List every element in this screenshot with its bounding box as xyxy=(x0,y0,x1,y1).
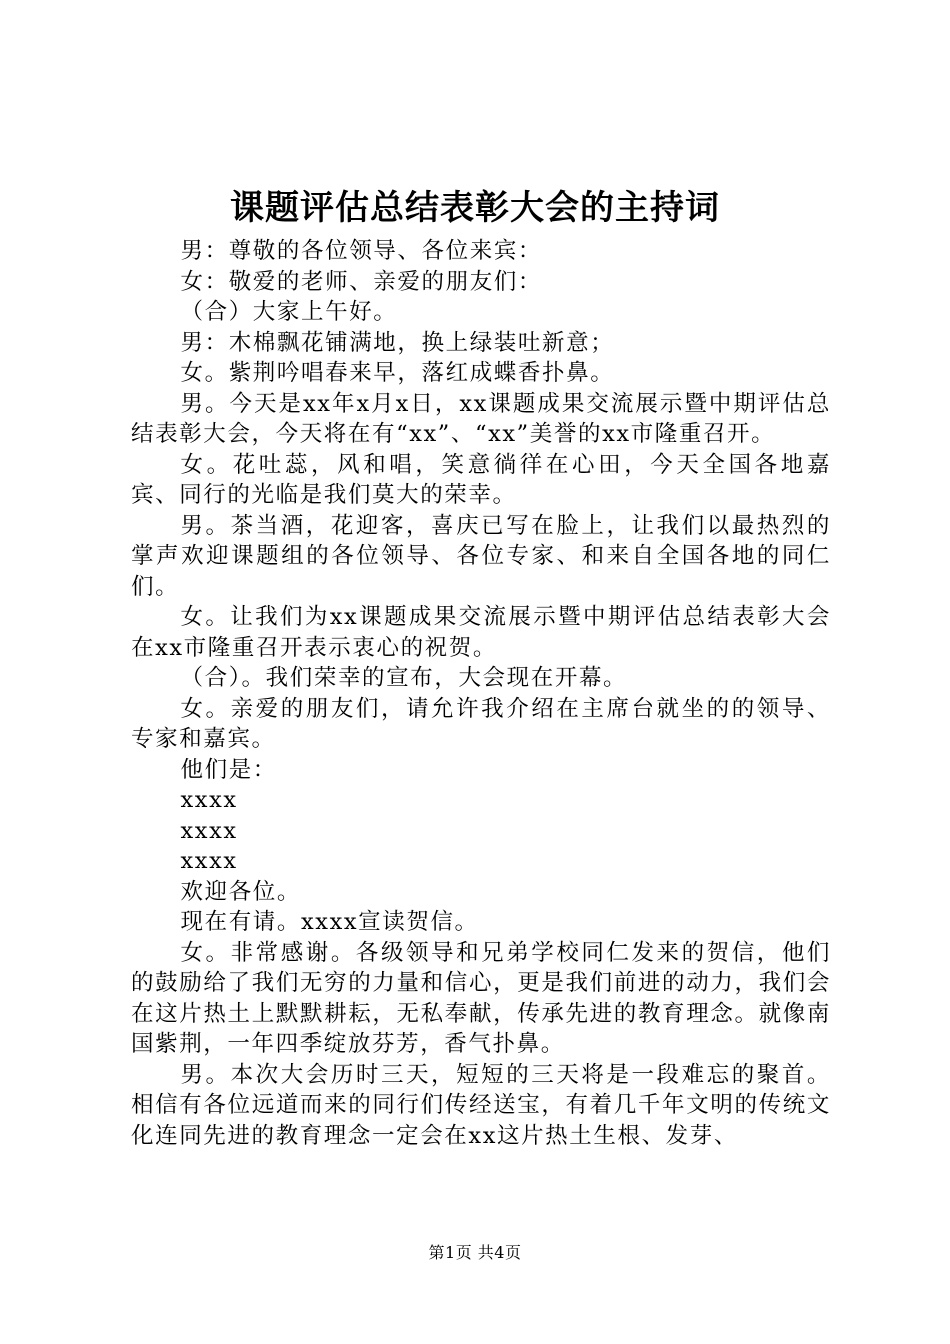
paragraph: xxxx xyxy=(180,848,238,874)
paragraph: xxxx xyxy=(180,817,238,844)
paragraph: 男：木棉飘花铺满地，换上绿装吐新意； xyxy=(180,329,615,356)
paragraph: 女。让我们为xx课题成果交流展示暨中期评估总结表彰大会在xx市隆重召开表示衷心的祝贺。 xyxy=(131,604,831,661)
paragraph: （合）。我们荣幸的宣布，大会现在开幕。 xyxy=(180,665,628,691)
paragraph: xxxx xyxy=(180,787,238,813)
paragraph: 女：敬爱的老师、亲爱的朋友们： xyxy=(180,268,543,295)
paragraph: 男。本次大会历时三天，短短的三天将是一段难忘的聚首。相信有各位远道而来的同行们传经送宝，有着几千年文明的传统文化连同先进的教育理念一定会在xx这片热土生根、发芽、 xyxy=(131,1061,831,1149)
paragraph: 女。花吐蕊，风和唱，笑意徜徉在心田，今天全国各地嘉宾、同行的光临是我们莫大的荣幸。 xyxy=(131,451,831,508)
paragraph: 女。紫荆吟唱春来早，落红成蝶香扑鼻。 xyxy=(180,360,615,386)
document-title: 课题评估总结表彰大会的主持词 xyxy=(230,188,720,228)
paragraph: 男：尊敬的各位领导、各位来宾： xyxy=(180,238,543,264)
paragraph: （合）大家上午好。 xyxy=(180,299,398,325)
paragraph: 他们是： xyxy=(180,756,277,783)
paragraph: 女。非常感谢。各级领导和兄弟学校同仁发来的贺信，他们的鼓励给了我们无穷的力量和信心，更是我们前进的动力，我们会在这片热土上默默耕耘，无私奉献，传承先进的教育理念。就像南国紫荆，一年四季绽放芬芳，香气扑鼻。 xyxy=(131,939,831,1057)
paragraph: 欢迎各位。 xyxy=(180,878,302,905)
paragraph: 女。亲爱的朋友们，请允许我介绍在主席台就坐的的领导、专家和嘉宾。 xyxy=(131,695,831,752)
document-body xyxy=(131,236,831,1151)
page-number-footer: 第1页 共4页 xyxy=(428,1243,522,1262)
paragraph: 男。茶当酒，花迎客，喜庆已写在脸上，让我们以最热烈的掌声欢迎课题组的各位领导、各位专家、和来自全国各地的同仁们。 xyxy=(131,512,831,600)
paragraph: 现在有请。xxxx宣读贺信。 xyxy=(180,909,479,935)
paragraph: 男。今天是xx年x月x日，xx课题成果交流展示暨中期评估总结表彰大会，今天将在有“xx”、“xx”美誉的xx市隆重召开。 xyxy=(131,390,831,447)
